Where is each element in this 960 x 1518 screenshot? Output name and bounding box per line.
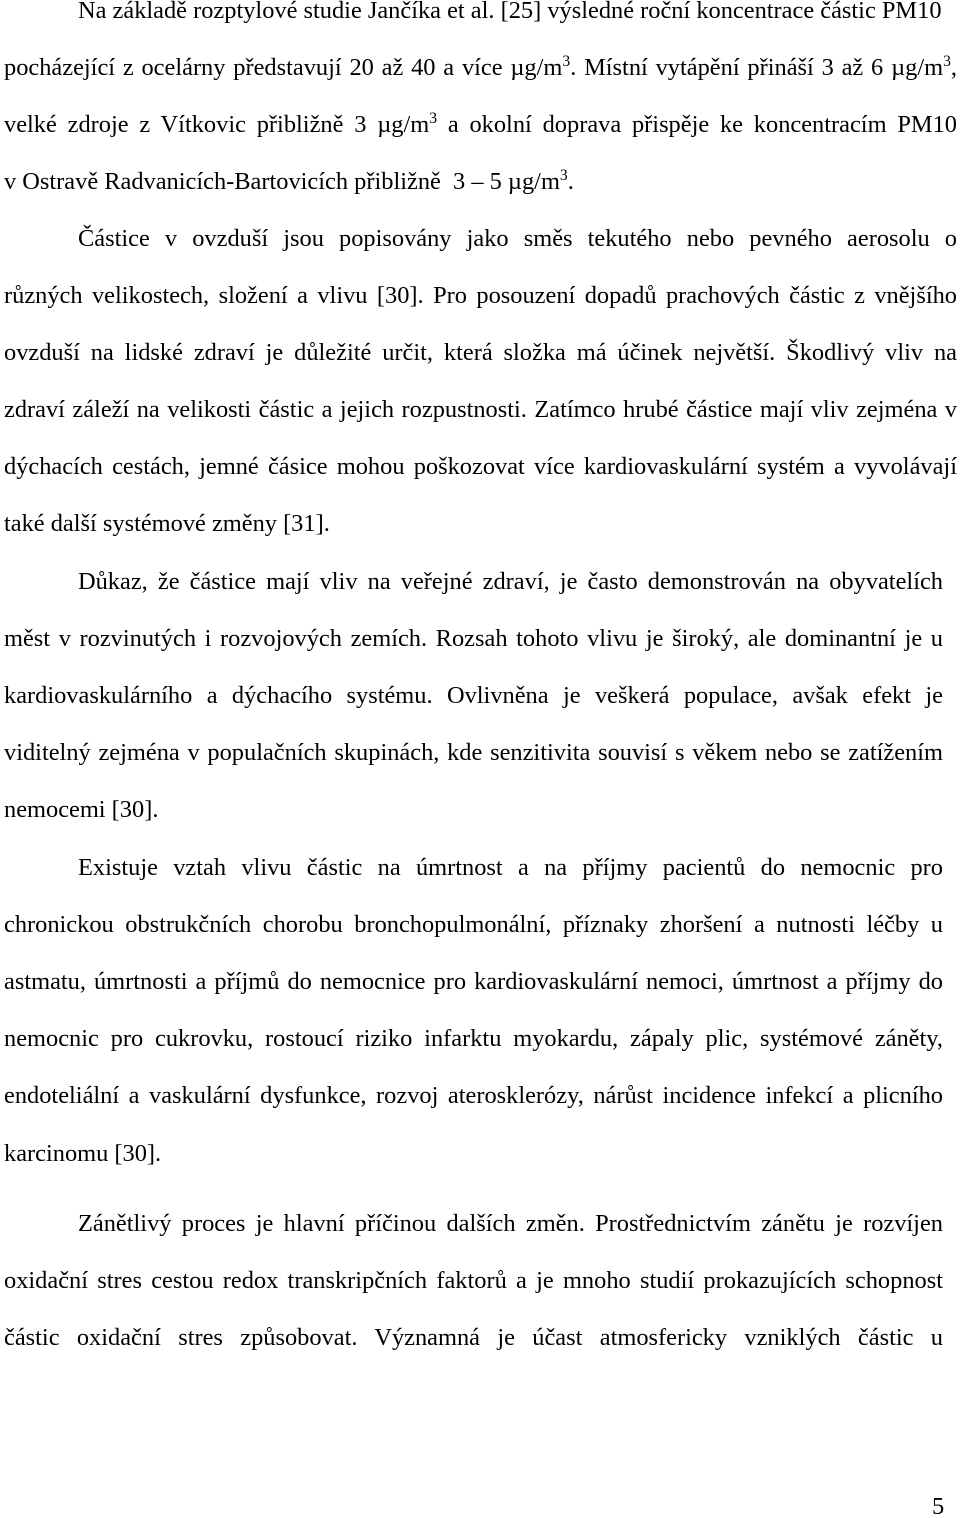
text-line: [4, 111, 957, 139]
text-segment: pocházející z ocelárny představují 20 až 40 a více µg/m: [4, 54, 563, 81]
text-segment: velké zdroje z Vítkovic přibližně 3 µg/m: [4, 111, 430, 138]
page-number: 5: [932, 1493, 945, 1518]
text-line: Důkaz, že částice mají vliv na veřejné zdraví, je často demonstrován na obyvatelích: [78, 568, 943, 595]
text-line: Existuje vztah vlivu částic na úmrtnost a na příjmy pacientů do nemocnic pro: [78, 854, 943, 881]
text-line: měst v rozvinutých i rozvojových zemích. Rozsah tohoto vlivu je široký, ale dominantní je u: [4, 625, 943, 652]
text-segment: ,: [950, 54, 957, 81]
text-line: kardiovaskulárního a dýchacího systému. Ovlivněna je veškerá populace, avšak efekt je: [4, 682, 943, 709]
superscript: 3: [943, 53, 951, 71]
text-line: endoteliální a vaskulární dysfunkce, rozvoj aterosklerózy, nárůst incidence infekcí a plicního: [4, 1082, 943, 1109]
text-line: Částice v ovzduší jsou popisovány jako směs tekutého nebo pevného aerosolu o: [78, 225, 957, 252]
text-line: zdraví záleží na velikosti částic a jejich rozpustnosti. Zatímco hrubé částice mají vliv zejména v: [4, 396, 957, 423]
superscript: 3: [562, 53, 571, 71]
text-segment: .: [567, 168, 574, 195]
text-line: částic oxidační stres způsobovat. Významná je účast atmosfericky vzniklých částic u: [4, 1324, 943, 1351]
text-line: [4, 54, 957, 82]
text-line: chronickou obstrukčních chorobu bronchopulmonální, příznaky zhoršení a nutnosti léčby u: [4, 911, 943, 938]
text-line: nemocemi [30].: [4, 796, 159, 823]
text-segment: a okolní doprava přispěje ke koncentracím PM10: [437, 111, 957, 138]
superscript: 3: [429, 110, 438, 128]
text-segment: . Místní vytápění přináší 3 až 6 µg/m: [570, 54, 944, 81]
text-line: také další systémové změny [31].: [4, 510, 330, 537]
text-line: karcinomu [30].: [4, 1140, 162, 1167]
text-line: viditelný zejména v populačních skupinách, kde senzitivita souvisí s věkem nebo se zatížením: [4, 739, 943, 766]
text-line: Na základě rozptylové studie Jančíka et al. [25] výsledné roční koncentrace částic PM10: [78, 0, 942, 24]
text-line: [4, 168, 957, 196]
text-line: ovzduší na lidské zdraví je důležité určit, která složka má účinek největší. Škodlivý vliv na: [4, 339, 957, 366]
text-line: dýchacích cestách, jemné čásice mohou poškozovat více kardiovaskulární systém a vyvolávají: [4, 453, 957, 480]
text-segment: v Ostravě Radvanicích-Bartovicích přibližně 3 – 5 µg/m: [4, 168, 560, 195]
text-line: astmatu, úmrtnosti a příjmů do nemocnice pro kardiovaskulární nemoci, úmrtnost a příjmy do: [4, 968, 943, 995]
text-line: různých velikostech, složení a vlivu [30]. Pro posouzení dopadů prachových částic z vnějšího: [4, 282, 957, 309]
text-line: Zánětlivý proces je hlavní příčinou dalších změn. Prostřednictvím zánětu je rozvíjen: [78, 1210, 943, 1237]
superscript: 3: [559, 167, 568, 185]
text-line: oxidační stres cestou redox transkripčních faktorů a je mnoho studií prokazujících schopnost: [4, 1267, 943, 1294]
text-line: nemocnic pro cukrovku, rostoucí riziko infarktu myokardu, zápaly plic, systémové záněty,: [4, 1025, 943, 1052]
